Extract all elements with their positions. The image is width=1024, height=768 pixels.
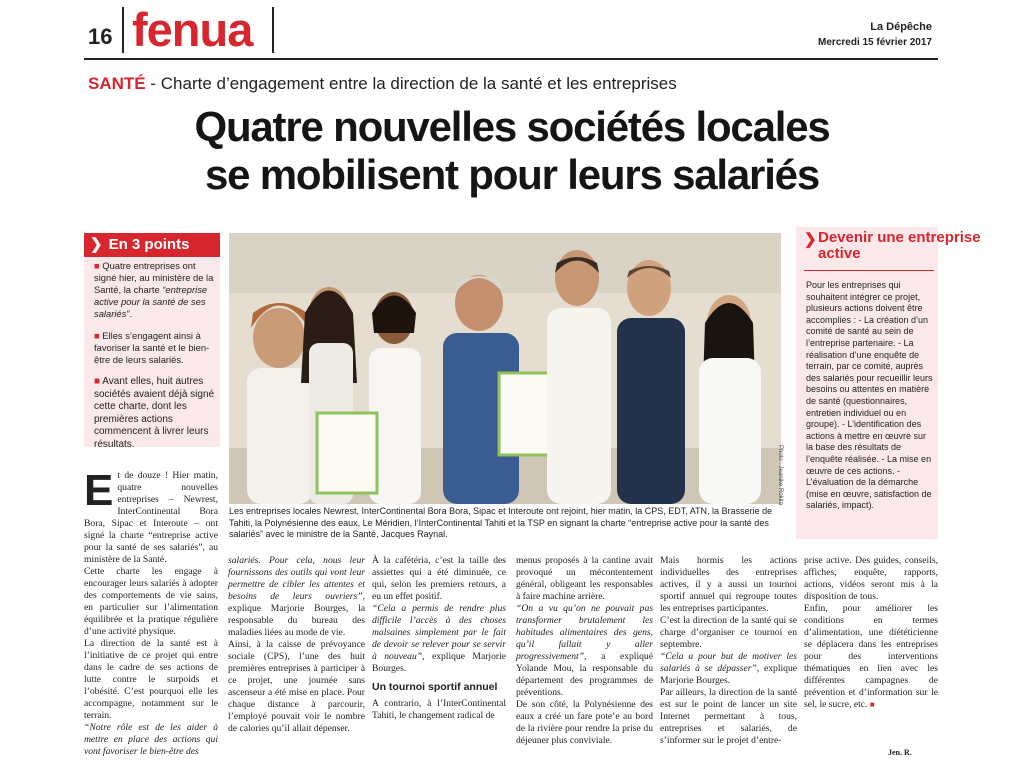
active-company-title: [804, 230, 1024, 262]
article-column-4: [516, 555, 653, 747]
active-company-title-text: Devenir une entreprise active: [818, 229, 981, 262]
article-paragraph: Cette charte les engage à encourager leurs salariés à adopter des comportements de vie sains, en particulier sur l’alimentation équilibrée et la pratique régulière d’une activité physique.: [84, 566, 218, 637]
kicker: [88, 74, 677, 94]
article-paragraph: Mais hormis les actions individuelles des entreprises actives, il y a aussi un tournoi sportif annuel qui regroupe toutes les entreprises participantes.: [660, 555, 797, 614]
bullet-square-icon: ■: [94, 330, 100, 341]
article-text: , a expliqué Yolande Mou, la responsable du département des programmes de préventions.: [516, 651, 653, 698]
section-title: fenua: [132, 3, 253, 56]
group-photo-illustration: [229, 233, 781, 504]
article-column-1: [84, 466, 218, 758]
article-paragraph: A contrario, à l’InterContinental Tahiti, le changement radical de: [372, 698, 506, 721]
key-point-quote: “entreprise active pour la santé de ses salariés”: [94, 284, 208, 319]
headline-line-2: se mobilisent pour leurs salariés: [205, 151, 819, 198]
key-point-text: Elles s’engagent ainsi à favoriser la santé et le bien-être de leurs salariés.: [94, 330, 210, 365]
article-quote: “Cela a pour but de motiver les salariés à se dépasser”: [660, 651, 797, 674]
kicker-text: Charte d’engagement entre la direction de la santé et les entreprises: [160, 74, 677, 93]
headline-line-1: Quatre nouvelles sociétés locales: [194, 103, 830, 150]
key-points-title: [84, 233, 220, 257]
active-company-rule: [804, 270, 934, 271]
kicker-category: SANTÉ: [88, 74, 146, 93]
article-text: , explique Marjorie Bourges, la responsable du bureau des maladies liées au mode de vie.: [228, 591, 365, 638]
header-rule: [84, 58, 938, 60]
key-point-3: [94, 376, 216, 451]
key-point-2: [94, 330, 216, 366]
article-paragraph: [660, 651, 797, 687]
chevron-right-icon: ❯: [90, 236, 103, 253]
article-paragraph: [372, 603, 506, 675]
newspaper-name: La Dépêche: [870, 21, 932, 33]
article-text: , explique Marjorie Bourges.: [372, 651, 506, 674]
issue-date: Mercredi 15 février 2017: [818, 37, 932, 48]
key-points-title-text: En 3 points: [108, 236, 190, 253]
article-paragraph: [804, 603, 938, 711]
article-column-3: [372, 555, 506, 722]
article-subheading: Un tournoi sportif annuel: [372, 681, 498, 693]
article-quote: salariés. Pour cela, nous leur fournissons des outils qui vont leur permettre de cibler les attentes et besoins de leurs ouvriers”: [228, 555, 365, 602]
key-point-text: Quatre entreprises ont signé hier, au ministère de la Santé, la charte: [94, 260, 214, 295]
bullet-square-icon: ■: [94, 376, 101, 387]
article-quote: “On a vu qu’on ne pouvait pas transformer brutalement les habitudes alimentaires des gens, qu’il fallait y aller progressivement”: [516, 603, 653, 662]
key-point-text: Avant elles, huit autres sociétés avaient déjà signé cette charte, dont les premières actions commencent à livrer leurs résultats.: [94, 376, 215, 450]
chevron-right-icon: ❯: [804, 231, 817, 248]
group-photo: [229, 233, 781, 504]
article-text: , explique Marjorie Bourges.: [660, 663, 797, 686]
drop-cap: E: [84, 466, 114, 515]
article-paragraph: [84, 722, 218, 758]
article-paragraph: À la cafétéria, c’est la taille des assiettes qui a été diminuée, ce qui, selon les premiers retours, a eu un effet positif.: [372, 555, 506, 602]
article-paragraph: [228, 555, 365, 639]
page-number: 16: [88, 24, 113, 49]
article-paragraph: menus proposés à la cantine avait provoqué un mécontentement général, obligeant les responsables à faire machine arrière.: [516, 555, 653, 602]
article-paragraph: Ainsi, à la caisse de prévoyance sociale (CPS), l’une des huit premières entreprises à participer à ce projet, une journée sans ascenseur a été mise en place. Pour chaque distance à parcourir, l’employé pouvait voir le nombre de calories qu’il allait dépenser.: [228, 639, 365, 734]
article-text: Enfin, pour améliorer les conditions en termes d’alimentation, une diététicienne se déplacera dans les entreprises pour des interventions thématiques en lien avec les différentes campagnes de prévention et d’information sur le sel, le sucre, etc.: [804, 603, 938, 710]
key-point-end: .: [129, 308, 133, 319]
article-column-5: [660, 555, 797, 747]
end-mark-icon: ■: [869, 700, 875, 709]
article-column-6: [804, 555, 938, 711]
active-company-text: Pour les entreprises qui souhaitent intégrer ce projet, plusieurs actions doivent être accomplies : - La création d’un comité de santé au sein de l’entreprise partenaire. - La réalisation d’une enquête de terrain, par ce comité, auprès des salariés pour recueillir leurs besoins ou attentes en matière de santé (questionnaires, entretien individuel ou en groupe). - L’identification des actions à mettre en œuvre sur la base des résultats de l’enquête réalisée. - La mise en œuvre de ces actions. - L’évaluation de la démarche (mise en œuvre, satisfaction de salariés, impact).: [806, 280, 933, 511]
article-paragraph: C’est la direction de la santé qui se charge d’organiser ce tournoi en septembre.: [660, 615, 797, 650]
bullet-square-icon: ■: [94, 260, 100, 271]
article-paragraph: Par ailleurs, la direction de la santé est sur le point de lancer un site Internet permettant à tous, entreprises et salariés, de s’informer sur le projet d’entre-: [660, 687, 797, 746]
article-paragraph: t de douze ! Hier matin, quatre nouvelles entreprises – Newrest, InterContinental Bora Bora, Sipac et Interoute – ont signé la charte “entreprise active pour la santé de ses salariés”, au ministère de la Santé.: [84, 470, 218, 565]
article-column-2: [228, 555, 365, 735]
key-point-1: [94, 260, 216, 320]
article-quote: “Cela a permis de rendre plus difficile l’accès à des choses malsaines simplement par le fait de devoir se relever pour se servir à nouveau”: [372, 603, 506, 662]
photo-credit: Photo : Jeanike Rokita: [777, 445, 783, 506]
article-paragraph: [516, 603, 653, 699]
photo-caption: Les entreprises locales Newrest, InterContinental Bora Bora, Sipac et Interoute ont rejoint, hier matin, la CPS, EDT, ATN, la Brasserie de Tahiti, la Polynésienne des eaux, Le Méridien, l’InterContinental Tahiti et la TSP en signant la charte “entreprise active pour la santé des salariés” avec le ministre de la Santé, Jacques Raynal.: [229, 506, 773, 539]
key-points-list: [94, 260, 216, 461]
article-quote: “Notre rôle est de les aider à mettre en place des actions qui vont favoriser le bien-être des: [84, 722, 218, 757]
author-signature: Jen. R.: [888, 748, 912, 757]
article-paragraph: La direction de la santé est à l’initiative de ce projet qui entre dans le cadre de ses actions de lutte contre le surpoids et l’obésité. C’est pourquoi elle les accompagne, notamment sur le terrain.: [84, 638, 218, 721]
article-paragraph: prise active. Des guides, conseils, affiches, enquête, rapports, actions, vidéos seront mis à la disposition de tous.: [804, 555, 938, 602]
article-paragraph: De son côté, la Polynésienne des eaux a créé un fare pote’e au bord de la rivière pour rendre la prise du déjeuner plus conviviale.: [516, 699, 653, 746]
kicker-separator: -: [150, 74, 157, 93]
